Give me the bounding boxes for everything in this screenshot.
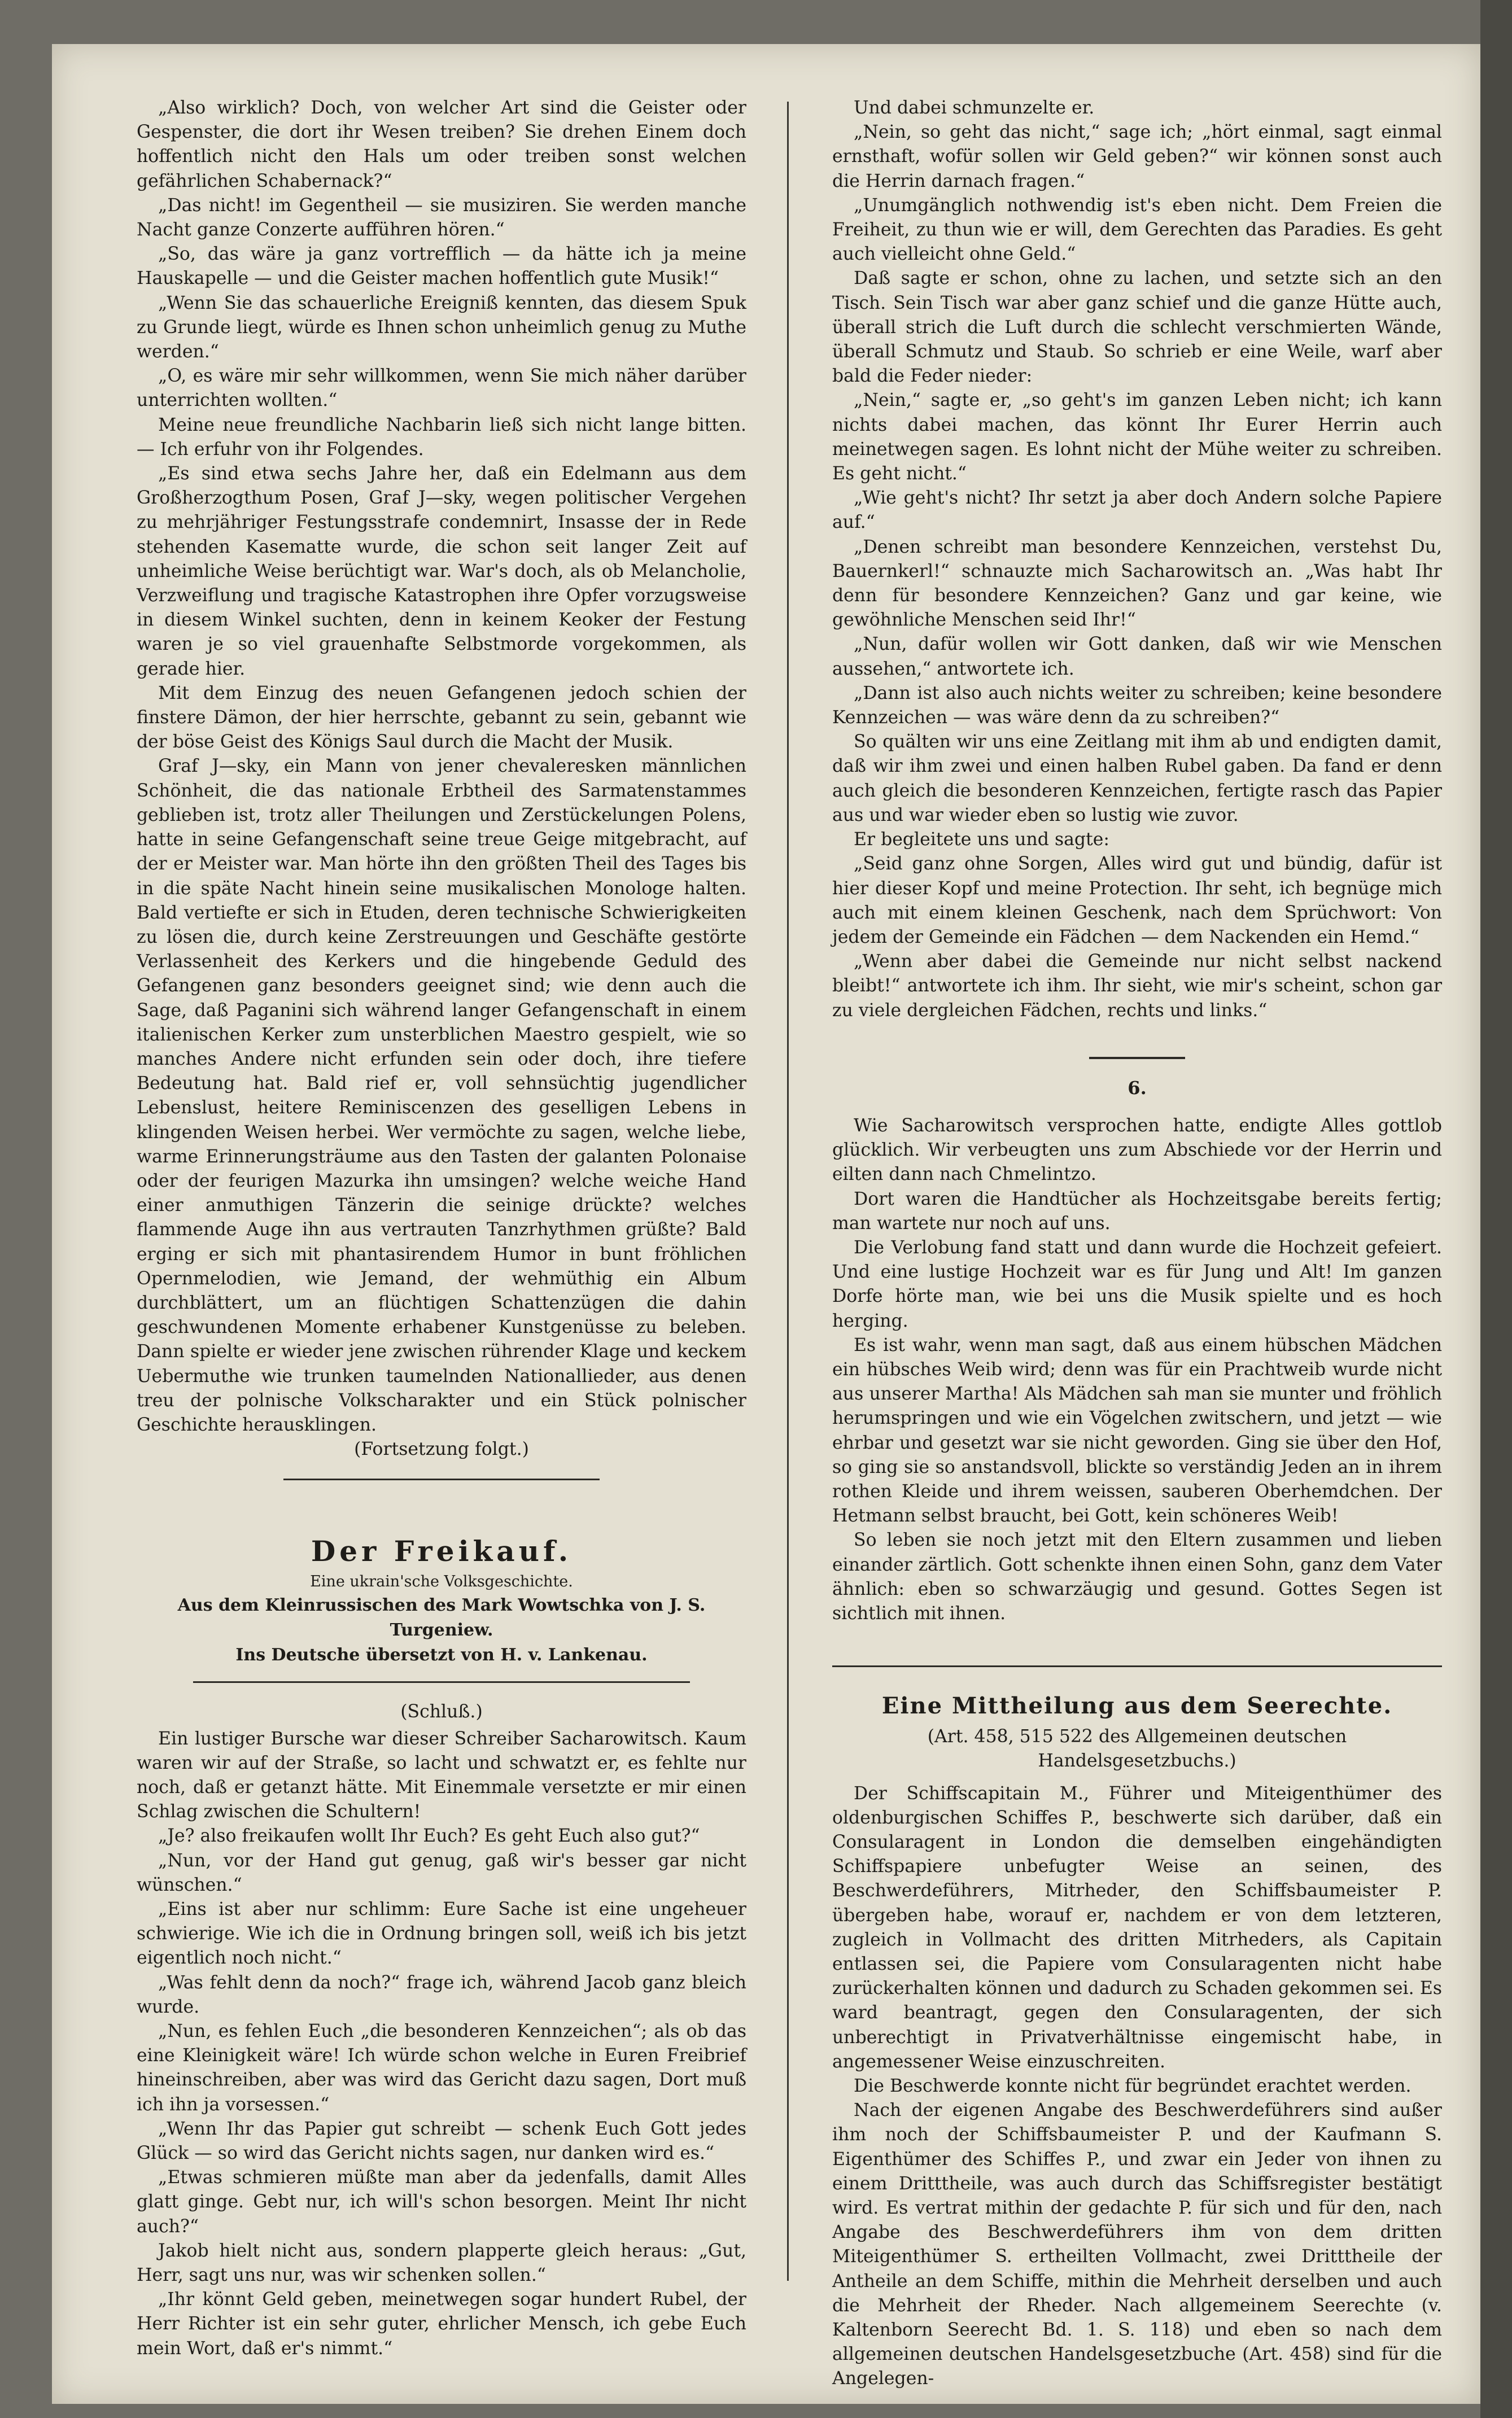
right-text-block-c bbox=[832, 1782, 1442, 2391]
paragraph: Es ist wahr, wenn man sagt, daß aus einem hübschen Mädchen ein hübsches Weib wird; denn was für ein Prachtweib wurde nicht aus unserer Martha! Als Mädchen sah man sie munter und fröhlich herumspringen und wie ein Vögelchen zwitschern, und jetzt — wie ehrbar und gesetzt war sie nicht geworden. Ging sie über den Hof, so ging sie so anstandsvoll, blickte so verständig Jeden an in ihrem rothen Kleide und ihrem weissen, sauberen Oberhemdchen. Der Hetmann selbst braucht, bei Gott, kein schöneres Weib! bbox=[832, 1335, 1442, 1527]
conclusion-note: (Schluß.) bbox=[400, 1702, 483, 1722]
left-text-block-b bbox=[137, 1727, 746, 2361]
title-rule bbox=[283, 1479, 600, 1480]
story-credit-author: Aus dem Kleinrussischen des Mark Wowtschka von J. S. Turgeniew. bbox=[177, 1595, 706, 1641]
paragraph: So quälten wir uns eine Zeitlang mit ihm ab und endigten damit, daß wir ihm zwei und einen halben Rubel gaben. Da fand er denn auch gleich die besonderen Kennzeichen, fertigte rasch das Papier aus und war wieder eben so lustig wie zuvor. bbox=[832, 732, 1442, 825]
paragraph: „Nun, es fehlen Euch „die besonderen Kennzeichen“; als ob das eine Kleinigkeit wäre! Ich würde schon welche in Euren Freibrief hineinschreiben, aber was wird das Gericht dazu sagen, Dort muß ich ihn ja vorsessen.“ bbox=[137, 2021, 746, 2115]
paragraph: „Nun, dafür wollen wir Gott danken, daß wir wie Menschen aussehen,“ antwortete ich. bbox=[832, 634, 1442, 679]
paragraph: „Wenn Sie das schauerliche Ereigniß kennten, das diesem Spuk zu Grunde liegt, würde es Ihnen schon unheimlich genug zu Muthe werden.“ bbox=[137, 292, 746, 362]
paragraph: „Wenn aber dabei die Gemeinde nur nicht selbst nackend bleibt!“ antwortete ich ihm. Ihr sieht, wie mir's scheint, schon gar zu viele dergleichen Fädchen, rechts und links.“ bbox=[832, 951, 1442, 1021]
paragraph: „Ihr könnt Geld geben, meinetwegen sogar hundert Rubel, der Herr Richter ist ein sehr guter, ehrlicher Mensch, ich gebe Euch mein Wort, daß er's nimmt.“ bbox=[137, 2289, 746, 2359]
paragraph: Jakob hielt nicht aus, sondern plapperte gleich heraus: „Gut, Herr, sagt uns nur, was wir schenken sollen.“ bbox=[137, 2240, 746, 2286]
paragraph: So leben sie noch jetzt mit den Eltern zusammen und lieben einander zärtlich. Gott schenkte ihnen einen Sohn, ganz dem Vater ähnlich: eben so schwarzäugig und gesund. Gottes Segen ist sichtlich mit ihnen. bbox=[832, 1530, 1442, 1624]
right-text-block-b bbox=[832, 1114, 1442, 1626]
paragraph: Daß sagte er schon, ohne zu lachen, und setzte sich an den Tisch. Sein Tisch war aber ganz schief und die ganze Hütte auch, überall strich die Luft durch die schlecht verschmierten Wände, überall Schmutz und Staub. So schrieb er eine Weile, warf aber bald die Feder nieder: bbox=[832, 268, 1442, 387]
paragraph: Ein lustiger Bursche war dieser Schreiber Sacharowitsch. Kaum waren wir auf der Straße, so lacht und schwatzt er, es fehlte nur noch, daß er getanzt hätte. Mit Einemmale versetzte er mir einen Schlag zwischen die Schultern! bbox=[137, 1728, 746, 1822]
paragraph: „Das nicht! im Gegentheil — sie musiziren. Sie werden manche Nacht ganze Conzerte aufführen hören.“ bbox=[137, 195, 746, 241]
paragraph: Mit dem Einzug des neuen Gefangenen jedoch schien der finstere Dämon, der hier herrschte, gebannt zu sein, gebannt wie der böse Geist des Königs Saul durch die Macht der Musik. bbox=[137, 683, 746, 753]
paragraph: Dort waren die Handtücher als Hochzeitsgabe bereits fertig; man wartete nur noch auf uns. bbox=[832, 1188, 1442, 1234]
article-subtitle: (Art. 458, 515 522 des Allgemeinen deutschen Handelsgesetzbuchs.) bbox=[927, 1726, 1347, 1772]
story-header-rule bbox=[193, 1681, 690, 1683]
continuation-note: (Fortsetzung folgt.) bbox=[354, 1439, 529, 1460]
paragraph: Nach der eigenen Angabe des Beschwerdeführers sind außer ihm noch der Schiffsbaumeister P. und der Kaufmann S. Eigenthümer des Schiffes P., und zwar ein Jeder von ihnen zu einem Dritttheile, was auch durch das Schiffsregister bestätigt wird. Es vertrat mithin der gedachte P. für sich und für den, nach Angabe des Beschwerdeführers ihm von dem dritten Miteigenthümer S. ertheilten Vollmacht, zwei Dritttheile der Antheile an dem Schiffe, mithin die Mehrheit derselben und auch die Mehrheit der Rheder. Nach allgemeinem Seerechte (v. Kaltenborn Seerecht Bd. 1. S. 118) und eben so nach dem allgemeinen deutschen Handelsgesetzbuche (Art. 458) sind für die Angelegen- bbox=[832, 2100, 1442, 2389]
paragraph: „O, es wäre mir sehr willkommen, wenn Sie mich näher darüber unterrichten wollten.“ bbox=[137, 366, 746, 411]
paragraph: „Nein,“ sagte er, „so geht's im ganzen Leben nicht; ich kann nichts dabei machen, das könnt Ihr Eurer Herrin auch meinetwegen sagen. Es lohnt nicht der Mühe weiter zu schreiben. Es geht nicht.“ bbox=[832, 390, 1442, 484]
paragraph: „Also wirklich? Doch, von welcher Art sind die Geister oder Gespenster, die dort ihr Wesen treiben? Sie drehen Einem doch hoffentlich nicht den Hals um oder treiben sonst welchen gefährlichen Schabernack?“ bbox=[137, 98, 746, 191]
paragraph: „Nun, vor der Hand gut genug, gaß wir's besser gar nicht wünschen.“ bbox=[137, 1850, 746, 1895]
paragraph: „Je? also freikaufen wollt Ihr Euch? Es geht Euch also gut?“ bbox=[158, 1826, 700, 1847]
paragraph: „Etwas schmieren müßte man aber da jedenfalls, damit Alles glatt ginge. Gebt nur, ich will's schon besorgen. Meint Ihr nicht auch?“ bbox=[137, 2167, 746, 2237]
paragraph: Die Beschwerde konnte nicht für begründet erachtet werden. bbox=[854, 2076, 1412, 2097]
paragraph: Der Schiffscapitain M., Führer und Miteigenthümer des oldenburgischen Schiffes P., beschwerte sich darüber, daß ein Consularagent in London die demselben eingehändigten Schiffspapiere unbefugter Weise an seinen, des Beschwerdeführers, Mitrheder, den Schiffsbaumeister P. übergeben habe, worauf er, nachdem er von dem letzteren, zugleich in Vollmacht des dritten Mitrheders, als Capitain entlassen sei, die Papiere vom Consularagenten nicht habe zurückerhalten können und dadurch zu Schaden gekommen sei. Es ward beantragt, gegen den Consularagenten, der sich unberechtigt in Privatverhältnisse eingemischt habe, in angemessener Weise einzuschreiten. bbox=[832, 1783, 1442, 2072]
left-column bbox=[137, 96, 746, 2361]
paragraph: „So, das wäre ja ganz vortrefflich — da hätte ich ja meine Hauskapelle — und die Geister machen hoffentlich gute Musik!“ bbox=[137, 244, 746, 289]
left-text-block-a bbox=[137, 96, 746, 1437]
paragraph: Meine neue freundliche Nachbarin ließ sich nicht lange bitten. — Ich erfuhr von ihr Folgendes. bbox=[137, 414, 746, 460]
paragraph: „Eins ist aber nur schlimm: Eure Sache ist eine ungeheuer schwierige. Wie ich die in Ordnung bringen soll, weiß ich bis jetzt eigentlich noch nicht.“ bbox=[137, 1899, 746, 1969]
paragraph: „Nein, so geht das nicht,“ sage ich; „hört einmal, sagt einmal ernsthaft, wofür sollen wir Geld geben?“ wir können sonst auch die Herrin darnach fragen.“ bbox=[832, 122, 1442, 191]
right-text-block-a bbox=[832, 96, 1442, 1023]
paragraph: Wie Sacharowitsch versprochen hatte, endigte Alles gottlob glücklich. Wir verbeugten uns zum Abschiede vor der Herrin und eilten dann nach Chmelintzo. bbox=[832, 1115, 1442, 1185]
article-separator-rule bbox=[832, 1665, 1442, 1667]
paragraph: „Wie geht's nicht? Ihr setzt ja aber doch Andern solche Papiere auf.“ bbox=[832, 488, 1442, 533]
paragraph: Und dabei schmunzelte er. bbox=[854, 98, 1095, 118]
paragraph: Die Verlobung fand statt und dann wurde die Hochzeit gefeiert. Und eine lustige Hochzeit war es für Jung und Alt! Im ganzen Dorfe hörte man, wie bei uns die Musik spielte und es hoch herging. bbox=[832, 1237, 1442, 1331]
paragraph: „Was fehlt denn da noch?“ frage ich, während Jacob ganz bleich wurde. bbox=[137, 1972, 746, 2017]
paragraph: „Seid ganz ohne Sorgen, Alles wird gut und bündig, dafür ist hier dieser Kopf und meine Protection. Ihr seht, ich begnüge mich auch mit einem kleinen Geschenk, nach dem Sprüchwort: Von jedem der Gemeinde ein Fädchen — dem Nackenden ein Hemd.“ bbox=[832, 854, 1442, 947]
column-divider bbox=[787, 102, 789, 2281]
paragraph: Er begleitete uns und sagte: bbox=[854, 829, 1109, 850]
paragraph: „Es sind etwa sechs Jahre her, daß ein Edelmann aus dem Großherzogthum Posen, Graf J—sky, wegen politischer Vergehen zu mehrjähriger Festungsstrafe condemnirt, Insasse der in Rede stehenden Kasematte wurde, die schon seit langer Zeit auf unheimliche Weise berüchtigt war. War's doch, als ob Melancholie, Verzweiflung und tragische Katastrophen ihre Opfer vorzugsweise in diesem Winkel suchten, denn in keinem Keoker der Festung waren je so viel grauenhafte Selbstmorde vorgekommen, als gerade hier. bbox=[137, 464, 746, 679]
paragraph: Graf J—sky, ein Mann von jener chevaleresken männlichen Schönheit, die das nationale Erbtheil des Sarmatenstammes geblieben ist, trotz aller Theilungen und Zerstückelungen Polens, hatte in seine Gefangenschaft seine treue Geige mitgebracht, auf der er Meister war. Man hörte ihn den größten Theil des Tages bis in die späte Nacht hinein seine musikalischen Monologe halten. Bald vertiefte er sich in Etuden, deren technische Schwierigkeiten zu lösen die, durch keine Zerstreuungen und Geschäfte gestörte Verlassenheit des Kerkers und die hingebende Geduld des Gefangenen ganz besonders geeignet sind; wie denn auch die Sage, daß Paganini sich während langer Gefangenschaft in einem italienischen Kerker zum unsterblichen Maestro gespielt, wie so manches Andere nicht erfunden sein oder doch, ihre tiefere Bedeutung hat. Bald rief er, voll sehnsüchtig jugendlicher Lebenslust, heitere Reminiscenzen des geselligen Lebens in klingenden Weisen herbei. Wer vermöchte zu sagen, welche liebe, warme Erinnerungsträume aus den Tasten der galanten Polonaise oder der feurigen Mazurka ihn umsingen? welche weiche Hand einer anmuthigen Tänzerin die seinige drückte? welches flammende Auge ihn aus vertrauten Tanzrhythmen grüßte? Bald erging er sich mit phantasirendem Humor in bunt fröhlichen Opernmelodien, wie Jemand, der wehmüthig ein Album durchblättert, um an flüchtigen Schattenzügen die dahin geschwundenen Momente erhabener Kunstgenüsse zu beleben. Dann spielte er wieder jene zwischen rührender Klage und keckem Uebermuthe wie trunken taumelnden Nationallieder, aus denen treu der polnische Volkscharakter und ein Stück polnischer Geschichte herausklingen. bbox=[137, 756, 746, 1435]
story-credit-translator: Ins Deutsche übersetzt von H. v. Lankenau. bbox=[235, 1645, 648, 1665]
article-title: Eine Mittheilung aus dem Seerechte. bbox=[881, 1693, 1393, 1720]
section-number: 6. bbox=[1128, 1077, 1147, 1099]
paragraph: „Dann ist also auch nichts weiter zu schreiben; keine besondere Kennzeichen — was wäre denn da zu schreiben?“ bbox=[832, 683, 1442, 728]
page-edge-shadow bbox=[1480, 0, 1512, 2418]
story-title: Der Freikauf. bbox=[311, 1534, 573, 1568]
paragraph: „Unumgänglich nothwendig ist's eben nicht. Dem Freien die Freiheit, zu thun wie er will, dem Gerechten das Paradies. Es geht auch vielleicht ohne Geld.“ bbox=[832, 195, 1442, 265]
section-rule bbox=[1089, 1057, 1185, 1059]
paragraph: „Wenn Ihr das Papier gut schreibt — schenk Euch Gott jedes Glück — so wird das Gericht nichts sagen, nur danken wird es.“ bbox=[137, 2118, 746, 2164]
paragraph: „Denen schreibt man besondere Kennzeichen, verstehst Du, Bauernkerl!“ schnauzte mich Sacharowitsch an. „Was habt Ihr denn für besondere Kennzeichen? Ganz und gar keine, wie gewöhnliche Menschen seid Ihr!“ bbox=[832, 536, 1442, 631]
right-column bbox=[832, 96, 1442, 2391]
story-subtitle: Eine ukrain'sche Volksgeschichte. bbox=[310, 1573, 573, 1591]
